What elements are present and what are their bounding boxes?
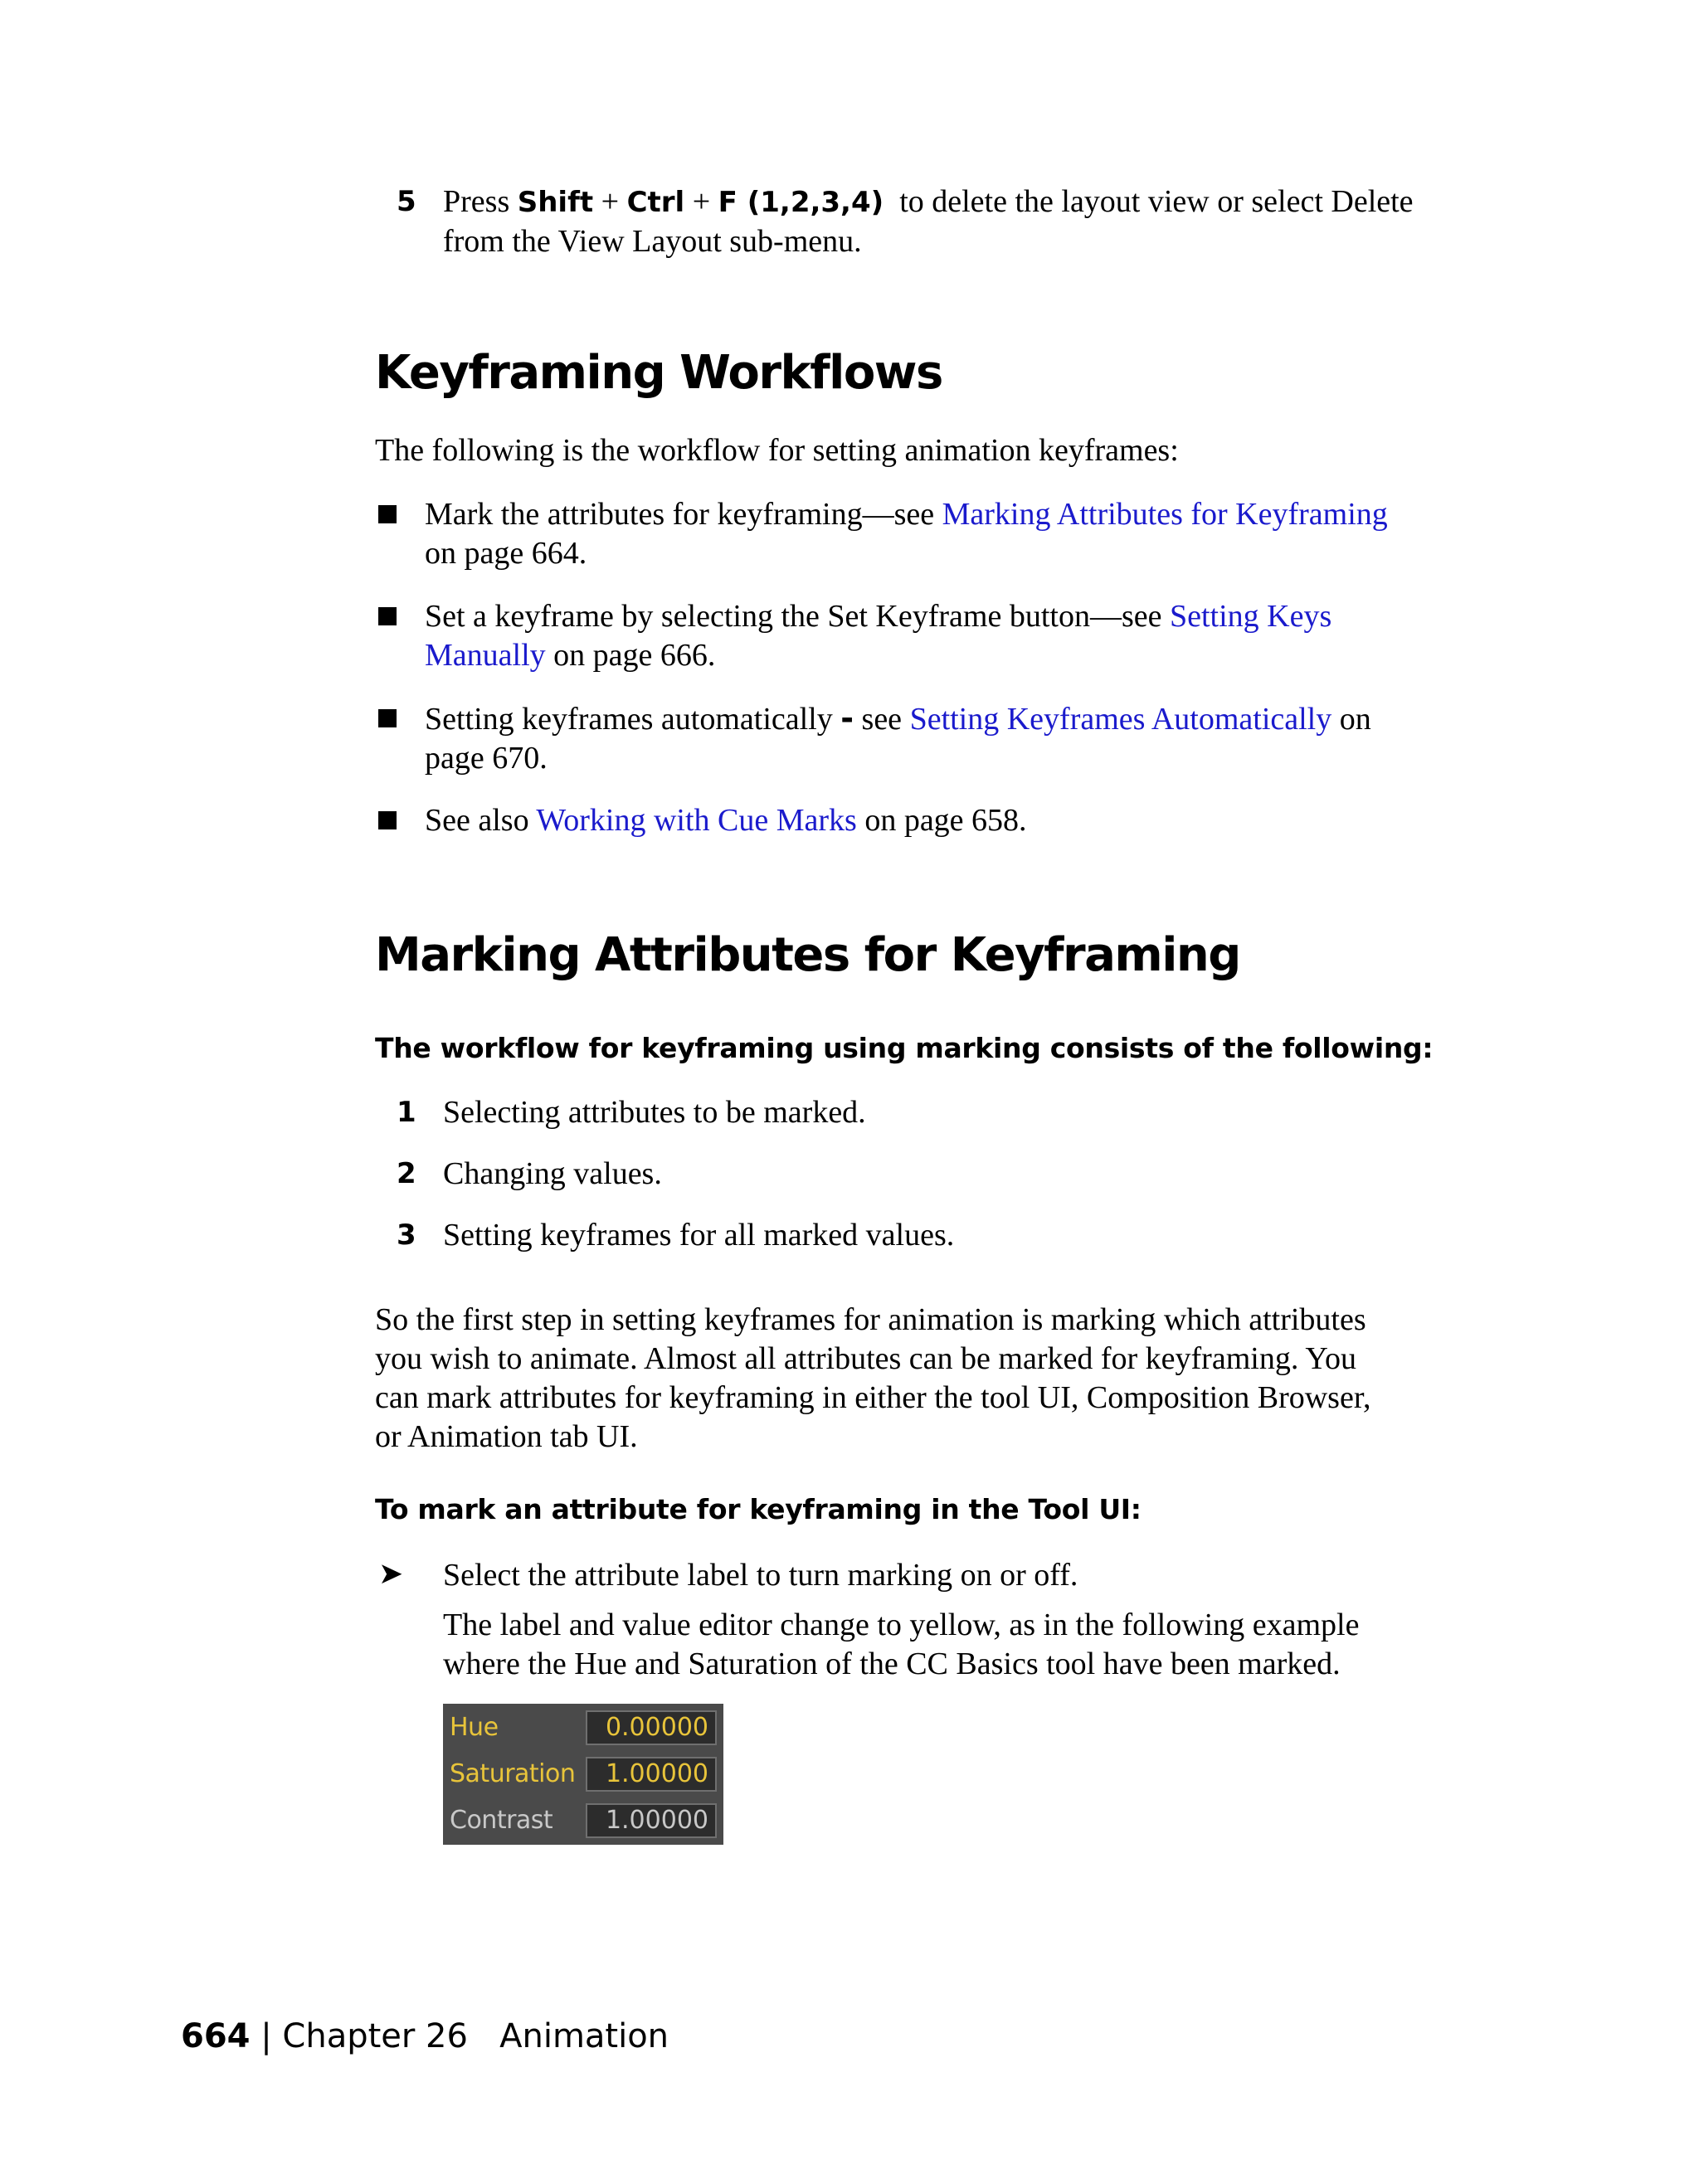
arrow-bullet-icon: ➤ bbox=[378, 1557, 404, 1590]
link-setting-keyframes-automatically[interactable]: Setting Keyframes Automatically bbox=[909, 702, 1332, 737]
attribute-label-hue[interactable]: Hue bbox=[450, 1713, 499, 1742]
link-setting-keys-manually[interactable]: Setting Keys bbox=[1169, 599, 1332, 634]
step-5 bbox=[397, 182, 1475, 265]
value-editor-hue[interactable]: 0.00000 bbox=[586, 1710, 717, 1745]
workflow-intro: The following is the workflow for setting animation keyframes: bbox=[375, 433, 1179, 468]
document-page: 5 Press Shift + Ctrl + F (1,2,3,4) to delete the layout view or select Delete from the View Layout sub-menu. Keyframing Workflows The following is the workflow for setting animation keyframes: Mark the attributes for keyframing—see Marking Attributes for Keyframing on page 664. Set a keyframe by selecting the Set Keyframe button—see Setting Keys Manually on page 666. Setting keyframes automatically - see Setting Keyframes Automatically on page 670. See also Working with Cue Marks on page 658. Marking Attributes for Keyframing The workflow for keyframing using marking consists of the following: 1 Selecting attributes to be marked. 2 Changing values. 3 Setting keyframes for all marked values. So the first step in setting keyframes for animation is marking which attributes you wish to animate. Almost all attributes can be marked for keyframing. You can mark attributes for keyframing in either the tool UI, Composition Browser, or Animation tab UI. To mark an attribute for keyframing in the Tool UI: ➤ Select the attribute label to turn marking on or off. The label and value editor change to yellow, as in the following example where the Hue and Saturation of the CC Basics tool have been marked. Hue 0.00000 Saturation 1.00000 Contrast 1.00000 664 | Chapter 26 Animation bbox=[0, 0, 1699, 2184]
shortcut-key-shift: Shift bbox=[517, 186, 594, 219]
step-2: 2 Changing values. bbox=[397, 1156, 662, 1191]
attribute-row-contrast bbox=[443, 1798, 723, 1843]
shortcut-key-ctrl: Ctrl bbox=[626, 186, 685, 219]
attribute-row-saturation bbox=[443, 1752, 723, 1797]
chapter-title: Animation bbox=[499, 2017, 669, 2055]
page-footer: 664 | Chapter 26 Animation bbox=[181, 2017, 669, 2055]
step-text: Press Shift + Ctrl + F (1,2,3,4) to delete the layout view or select Delete from the View Layout sub-menu. bbox=[443, 184, 1414, 259]
procedure-note: The label and value editor change to yellow, as in the following example where the Hue and Saturation of the CC Basics tool have been marked. bbox=[443, 1608, 1360, 1681]
procedure-step: Select the attribute label to turn marking on or off. bbox=[443, 1558, 1078, 1593]
chapter-label: Chapter 26 bbox=[282, 2017, 468, 2055]
step-3: 3 Setting keyframes for all marked values. bbox=[397, 1218, 955, 1253]
procedure-heading: To mark an attribute for keyframing in the Tool UI: bbox=[375, 1493, 1142, 1525]
square-bullet-icon bbox=[378, 607, 397, 625]
square-bullet-icon bbox=[378, 709, 397, 727]
attribute-row-hue bbox=[443, 1705, 723, 1750]
section-heading-keyframing-workflows: Keyframing Workflows bbox=[375, 346, 942, 400]
attribute-label-contrast[interactable]: Contrast bbox=[450, 1806, 553, 1835]
value-editor-saturation[interactable]: 1.00000 bbox=[586, 1757, 717, 1792]
workflow-subheading: The workflow for keyframing using marking consists of the following: bbox=[375, 1032, 1434, 1064]
value-editor-contrast[interactable]: 1.00000 bbox=[586, 1803, 717, 1838]
link-marking-attributes[interactable]: Marking Attributes for Keyframing bbox=[942, 497, 1388, 532]
square-bullet-icon bbox=[378, 505, 397, 523]
step-number: 5 bbox=[397, 185, 416, 218]
link-working-with-cue-marks[interactable]: Working with Cue Marks bbox=[536, 803, 857, 838]
square-bullet-icon bbox=[378, 811, 397, 829]
step-1: 1 Selecting attributes to be marked. bbox=[397, 1095, 866, 1130]
link-setting-keys-manually-cont[interactable]: Manually bbox=[425, 638, 546, 673]
shortcut-key-f: F (1,2,3,4) bbox=[718, 186, 884, 219]
attribute-label-saturation[interactable]: Saturation bbox=[450, 1759, 576, 1788]
section-heading-marking-attributes: Marking Attributes for Keyframing bbox=[375, 928, 1240, 982]
page-number: 664 bbox=[181, 2017, 251, 2055]
attribute-editor-panel bbox=[443, 1704, 723, 1845]
marking-paragraph: So the first step in setting keyframes for animation is marking which attributes you wish to animate. Almost all attributes can be marked for keyframing. You can mark attributes for keyframing in either the tool UI, Composition Browser, or Animation tab UI. bbox=[375, 1302, 1371, 1454]
